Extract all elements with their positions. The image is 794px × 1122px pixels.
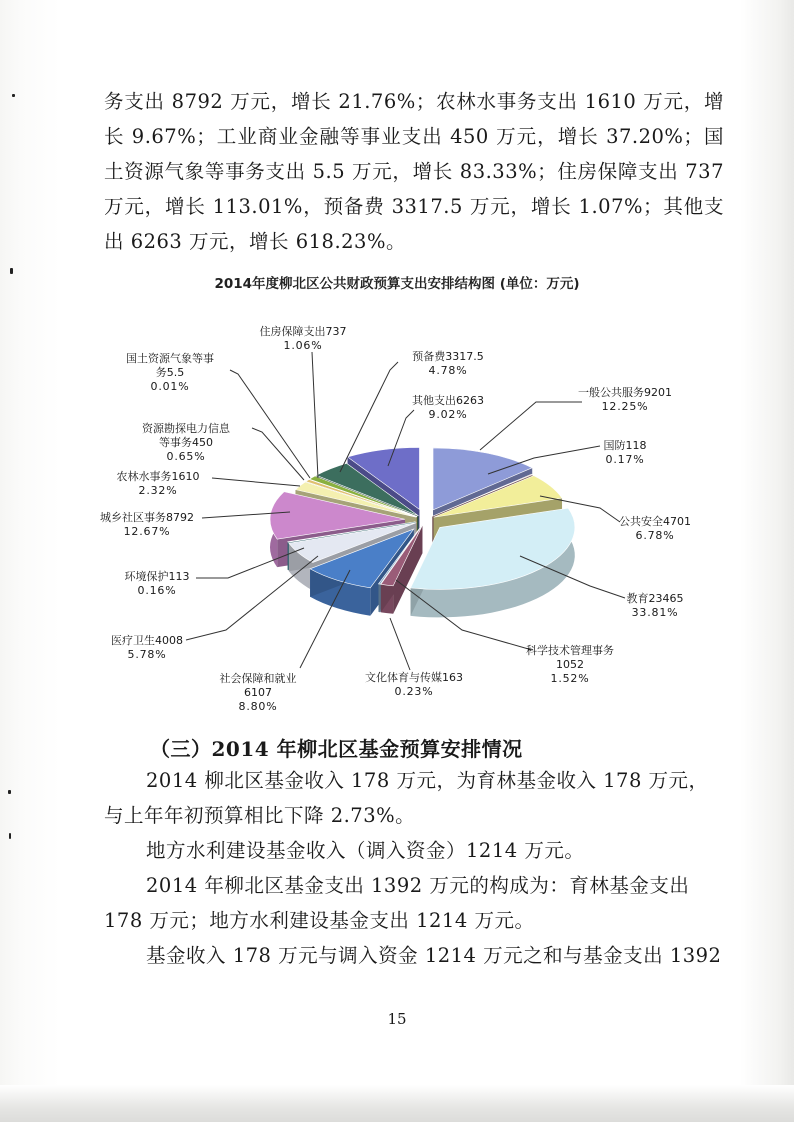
slice-percent-label: 1.52% xyxy=(550,672,590,685)
slice-percent-label: 4.78% xyxy=(428,364,468,377)
page-number: 15 xyxy=(387,1010,407,1028)
slice-percent-label: 33.81% xyxy=(631,606,679,619)
slice-percent-label: 1.06% xyxy=(283,339,323,352)
slice-name-label: 1052 xyxy=(556,658,584,671)
slice-percent-label: 6.78% xyxy=(635,529,675,542)
slice-name-label: 一般公共服务9201 xyxy=(578,386,672,399)
slice-name-label: 城乡社区事务8792 xyxy=(100,511,194,524)
leader-line xyxy=(312,352,318,478)
slice-percent-label: 12.25% xyxy=(601,400,649,413)
text-line: 务支出 8792 万元，增长 21.76%；农林水事务支出 1610 万元，增 xyxy=(104,90,724,113)
slice-name-label: 医疗卫生4008 xyxy=(111,634,183,647)
slice-name-label: 务5.5 xyxy=(155,366,185,379)
section-heading: （三）2014 年柳北区基金预算安排情况 xyxy=(150,737,523,761)
slice-name-label: 科学技术管理事务 xyxy=(526,644,614,657)
leader-line xyxy=(252,428,304,480)
text-line: 178 万元；地方水利建设基金支出 1214 万元。 xyxy=(104,909,535,932)
slice-percent-label: 0.65% xyxy=(166,450,206,463)
slice-percent-label: 0.17% xyxy=(605,453,645,466)
leader-line xyxy=(212,478,300,486)
slice-name-label: 住房保障支出737 xyxy=(259,325,347,338)
leader-line xyxy=(390,618,410,670)
slice-percent-label: 0.16% xyxy=(137,584,177,597)
slice-name-label: 环境保护113 xyxy=(124,570,190,583)
slice-name-label: 国土资源气象等事 xyxy=(126,352,214,365)
slice-name-label: 教育23465 xyxy=(626,592,684,605)
text-line: 2014 柳北区基金收入 178 万元，为育林基金收入 178 万元， xyxy=(146,769,709,792)
slice-percent-label: 9.02% xyxy=(428,408,468,421)
text-line: 基金收入 178 万元与调入资金 1214 万元之和与基金支出 1392 xyxy=(146,944,722,967)
slice-percent-label: 5.78% xyxy=(127,648,167,661)
slice-percent-label: 12.67% xyxy=(123,525,171,538)
slice-name-label: 等事务450 xyxy=(159,436,213,449)
slice-name-label: 农林水事务1610 xyxy=(116,470,200,483)
slice-percent-label: 0.01% xyxy=(150,380,190,393)
slice-percent-label: 8.80% xyxy=(238,700,278,713)
leader-line xyxy=(480,402,582,450)
slice-name-label: 文化体育与传媒163 xyxy=(365,671,463,684)
text-line: 万元，增长 113.01%，预备费 3317.5 万元，增长 1.07%；其他支 xyxy=(104,195,724,218)
slice-name-label: 6107 xyxy=(244,686,272,699)
text-line: 与上年年初预算相比下降 2.73%。 xyxy=(104,804,416,827)
text-line: 出 6263 万元，增长 618.23%。 xyxy=(104,230,406,253)
text-line: 长 9.67%；工业商业金融等事业支出 450 万元，增长 37.20%；国 xyxy=(104,125,724,148)
slice-percent-label: 0.23% xyxy=(394,685,434,698)
paragraph-bottom xyxy=(104,763,724,973)
text-line: 地方水利建设基金收入（调入资金）1214 万元。 xyxy=(146,839,585,862)
slice-name-label: 资源勘探电力信息 xyxy=(142,422,230,435)
leader-line xyxy=(230,370,310,478)
slice-name-label: 国防118 xyxy=(603,439,647,452)
slice-name-label: 公共安全4701 xyxy=(619,515,691,528)
pie-slices xyxy=(270,447,575,617)
slice-name-label: 社会保障和就业 xyxy=(219,672,297,685)
slice-percent-label: 2.32% xyxy=(138,484,178,497)
text-line: 土资源气象等事务支出 5.5 万元，增长 83.33%；住房保障支出 737 xyxy=(104,160,724,183)
chart-title: 2014年度柳北区公共财政预算支出安排结构图 (单位：万元) xyxy=(214,276,580,292)
text-line: 2014 年柳北区基金支出 1392 万元的构成为：育林基金支出 xyxy=(146,874,690,897)
slice-name-label: 其他支出6263 xyxy=(412,394,484,407)
slice-name-label: 预备费3317.5 xyxy=(412,350,484,363)
